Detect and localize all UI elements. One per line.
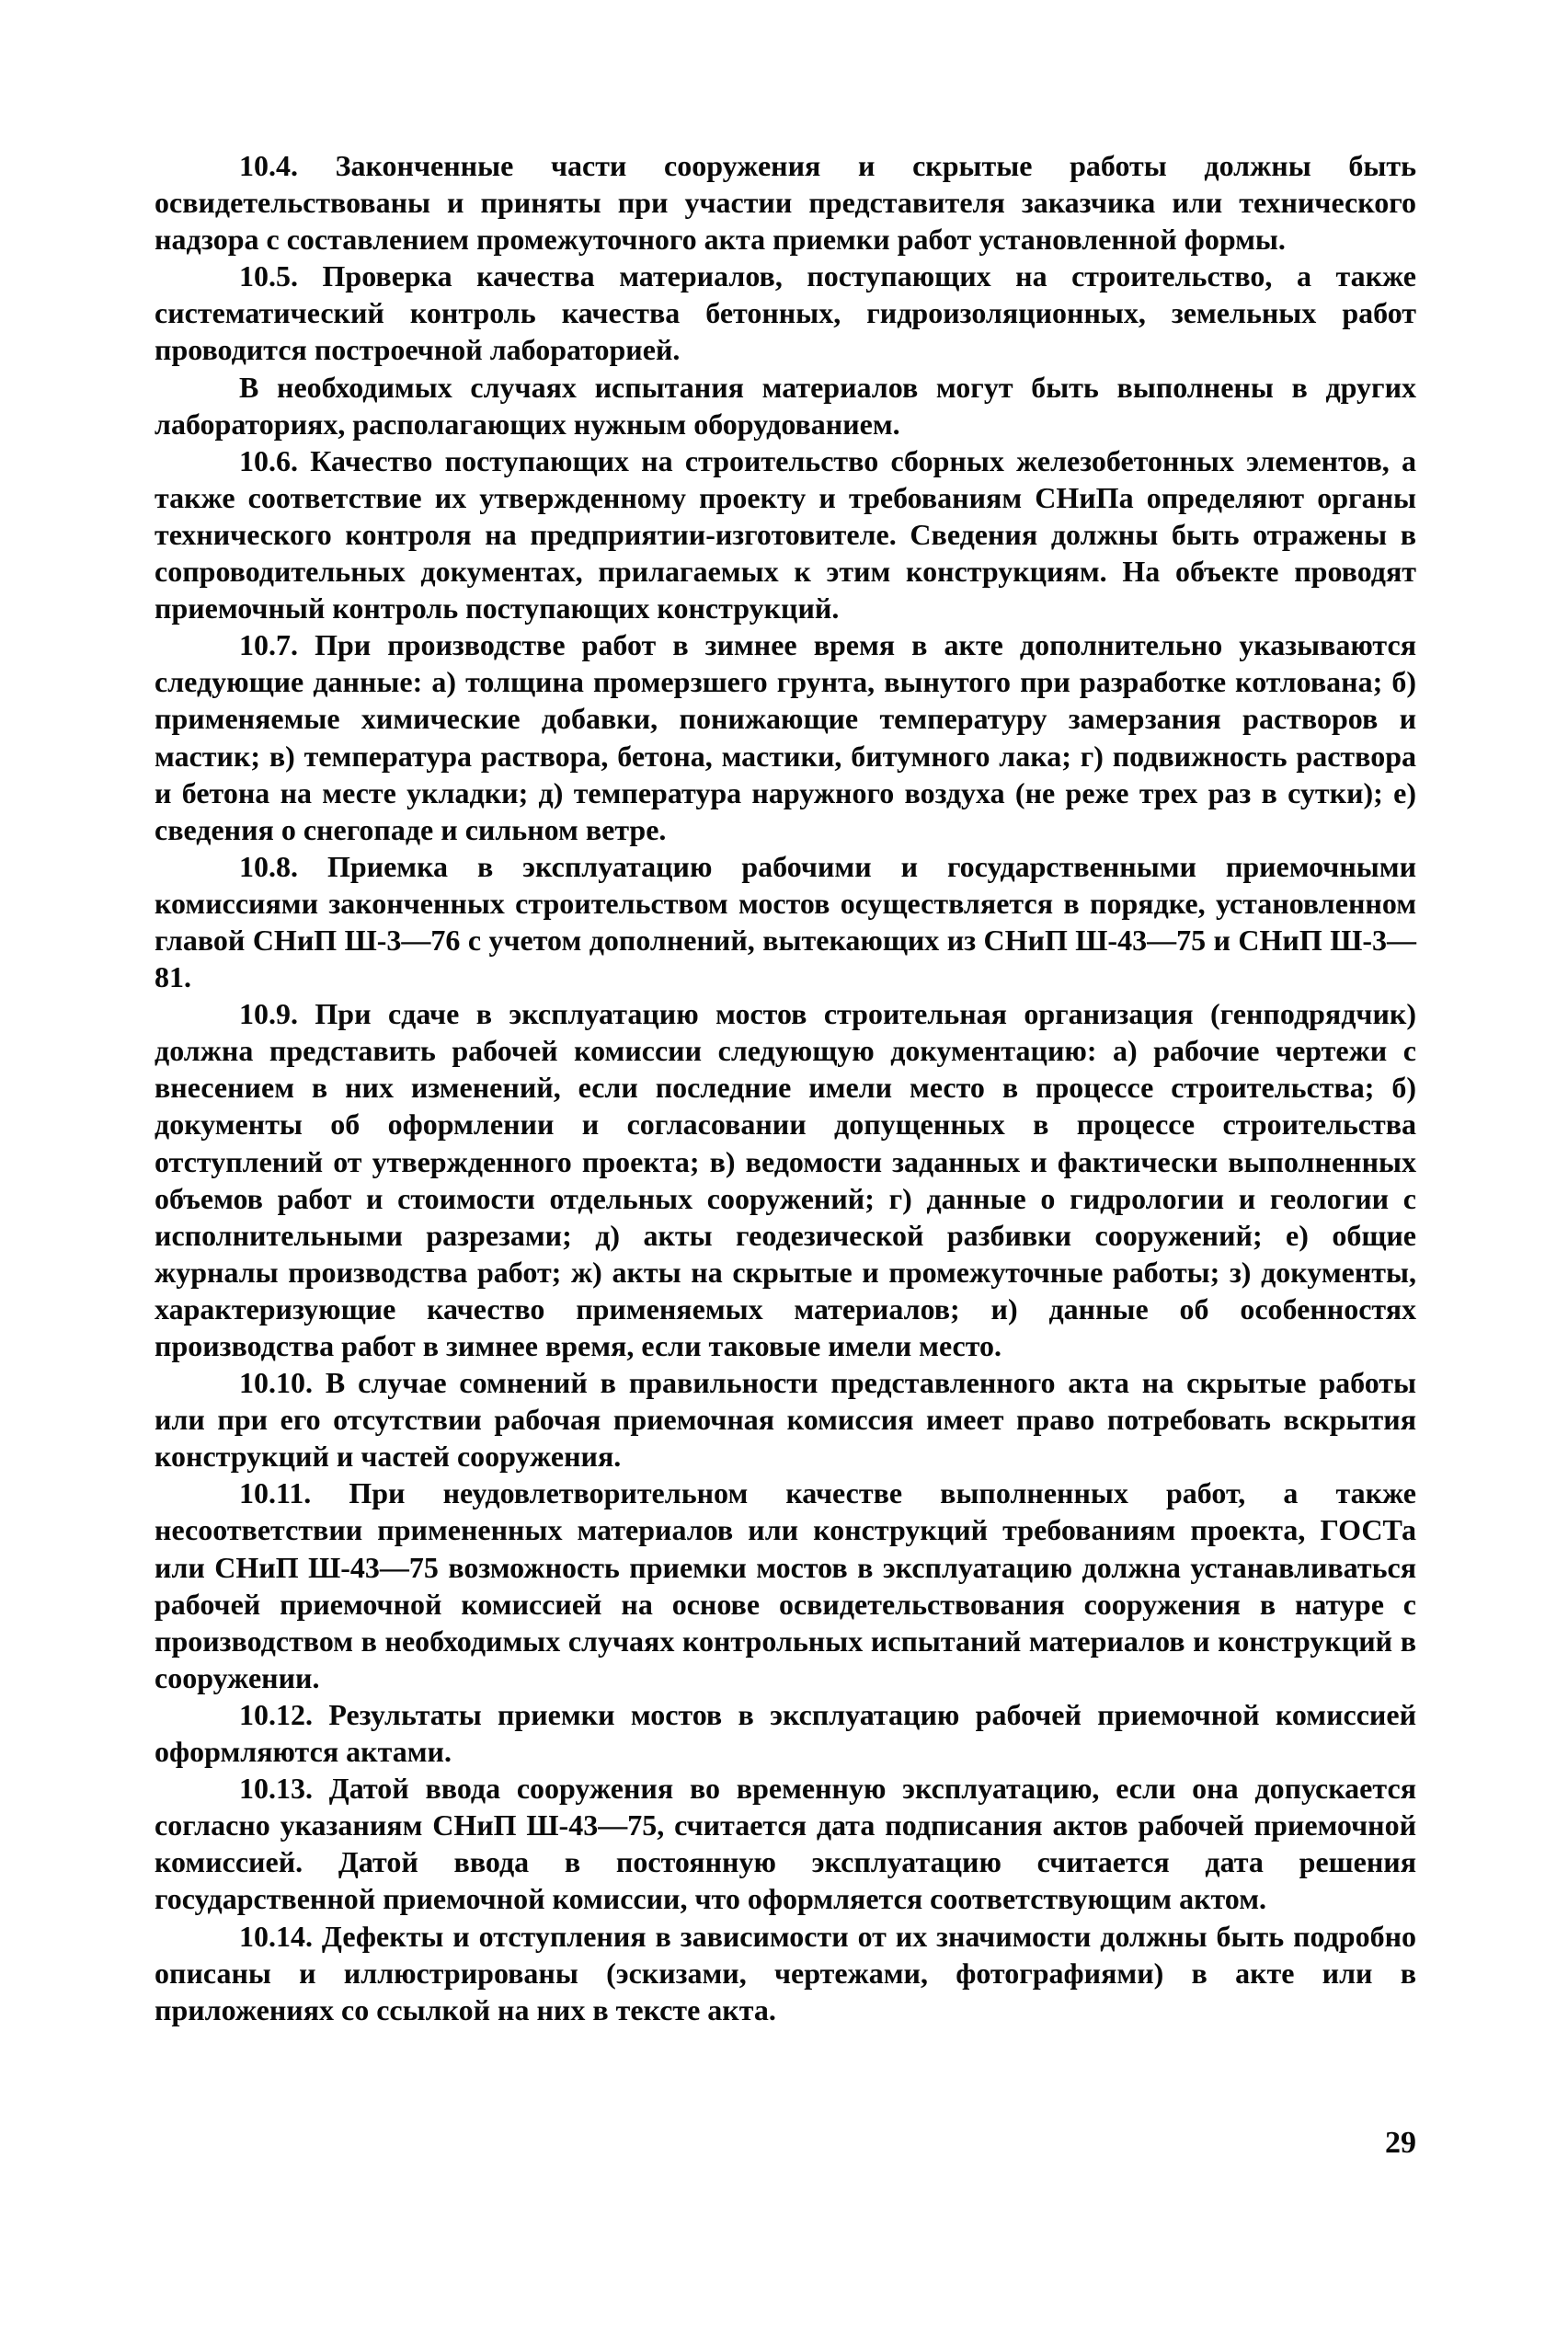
paragraph-10-7: 10.7. При производстве работ в зимнее время в акте дополнительно указываются следующие данные: а) толщина промерзшего грунта, вынутого при разработке котлована; б) применяемые химические добавки, понижающие температуру замерзания растворов и мастик; в) температура раствора, бетона, мастики, битумного лака; г) подвижность раствора и бетона на месте укладки; д) температура наружного воздуха (не реже трех раз в сутки); е) сведения о снегопаде и сильном ветре. [155,628,1416,846]
paragraph-10-11: 10.11. При неудовлетворительном качестве выполненных работ, а также несоответствии примененных материалов или конструкций требованиям проекта, ГОСТа или СНиП Ш-43—75 возможность приемки мостов в эксплуатацию должна устанавливаться рабочей приемочной комиссией на основе освидетельствования сооружения в натуре с производством в необходимых случаях контрольных испытаний материалов и конструкций в сооружении. [155,1476,1416,1694]
paragraph-10-5-continued: В необходимых случаях испытания материалов могут быть выполнены в других лабораториях, располагающих нужным оборудованием. [155,370,1416,441]
paragraph-10-14: 10.14. Дефекты и отступления в зависимости от их значимости должны быть подробно описаны и иллюстрированы (эскизами, чертежами, фотографиями) в акте или в приложениях со ссылкой на них в тексте акта. [155,1919,1416,2026]
paragraph-10-6: 10.6. Качество поступающих на строительство сборных железобетонных элементов, а также соответствие их утвержденному проекту и требованиям СНиПа определяют органы технического контроля на предприятии-изготовителе. Сведения должны быть отражены в сопроводительных документах, прилагаемых к этим конструкциям. На объекте проводят приемочный контроль поступающих конструкций. [155,443,1416,626]
paragraph-10-12: 10.12. Результаты приемки мостов в эксплуатацию рабочей приемочной комиссией оформляются актами. [155,1697,1416,1769]
paragraph-10-4: 10.4. Законченные части сооружения и скрытые работы должны быть освидетельствованы и приняты при участии представителя заказчика или технического надзора с составлением промежуточного акта приемки работ установленной формы. [155,149,1416,257]
paragraph-10-5: 10.5. Проверка качества материалов, поступающих на строительство, а также систематический контроль качества бетонных, гидроизоляционных, земельных работ проводится построечной лабораторией. [155,259,1416,367]
paragraph-10-8: 10.8. Приемка в эксплуатацию рабочими и государственными приемочными комиссиями законченных строительством мостов осуществляется в порядке, установленном главой СНиП Ш-3—76 с учетом дополнений, вытекающих из СНиП Ш-43—75 и СНиП Ш-3—81. [155,849,1416,994]
paragraph-10-9: 10.9. При сдаче в эксплуатацию мостов строительная организация (генподрядчик) должна представить рабочей комиссии следующую документацию: а) рабочие чертежи с внесением в них изменений, если последние имели место в процессе строительства; б) документы об оформлении и согласовании допущенных в процессе строительства отступлений от утвержденного проекта; в) ведомости заданных и фактически выполненных объемов работ и стоимости отдельных сооружений; г) данные о гидрологии и геологии с исполнительными разрезами; д) акты геодезической разбивки сооружений; е) общие журналы производства работ; ж) акты на скрытые и промежуточные работы; з) документы, характеризующие качество применяемых материалов; и) данные об особенностях производства работ в зимнее время, если таковые имели место. [155,997,1416,1362]
paragraph-10-13: 10.13. Датой ввода сооружения во временную эксплуатацию, если она допускается согласно указаниям СНиП Ш-43—75, считается дата подписания актов рабочей приемочной комиссией. Датой ввода в постоянную эксплуатацию считается дата решения государственной приемочной комиссии, что оформляется соответствующим актом. [155,1772,1416,1916]
paragraph-10-10: 10.10. В случае сомнений в правильности представленного акта на скрытые работы или при его отсутствии рабочая приемочная комиссия имеет право потребовать вскрытия конструкций и частей сооружения. [155,1366,1416,1474]
body-text [155,147,1416,2028]
page-number: 29 [1385,2126,1416,2160]
